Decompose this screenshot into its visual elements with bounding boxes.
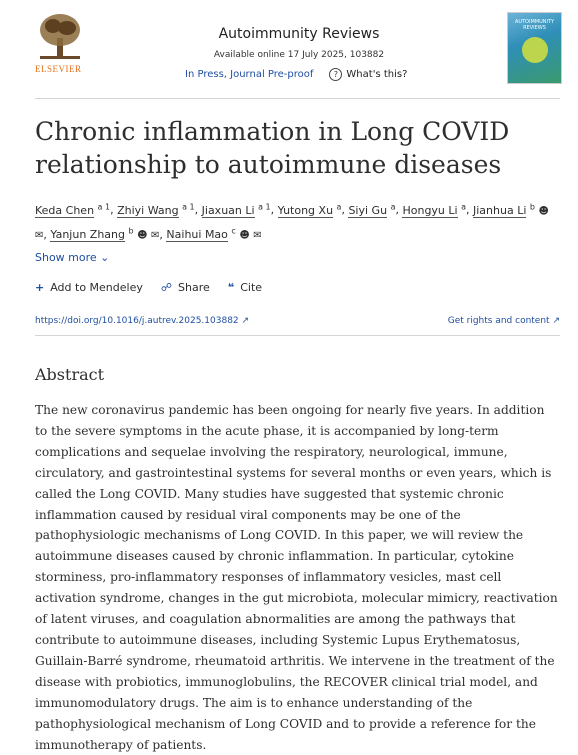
quote-icon: ❝ xyxy=(227,281,235,294)
author-7[interactable]: Jianhua Li $^b$ ☻ ✉ xyxy=(35,202,549,242)
divider xyxy=(35,98,560,99)
author-1[interactable]: Keda Chen $^{a 1}$ xyxy=(35,202,111,217)
show-more-button[interactable]: Show more ⌄ xyxy=(35,251,110,264)
email-icon[interactable]: ✉ xyxy=(35,230,44,242)
availability-date: Available online 17 July 2025, 103882 xyxy=(213,50,385,60)
status-row xyxy=(185,68,425,81)
plus-icon: + xyxy=(35,281,45,294)
email-icon[interactable]: ✉ xyxy=(253,230,262,242)
abstract-text: The new coronavirus pandemic has been ongoing for nearly five years. In addition to the severe symptoms in the acute phase, it is accompanied by long-term complications and sequelae involving the respiratory, neurological, immune, circulatory, and gastrointestinal systems for several months or even years, which is called the Long COVID. Many studies have suggested that systemic chronic inflammation caused by residual viral components may be one of the pathophysiologic mechanisms of Long COVID. In this paper, we will review the autoimmune diseases caused by chronic inflammation. In particular, cytokine storminess, pro-inflammatory responses of inflammatory vesicles, mast cell activation syndrome, changes in the gut microbiota, molecular mimicry, reactivation of latent viruses, and coagulation abnormalities are among the pathways that contribute to autoimmune diseases, including Systemic Lupus Erythematosus, Guillain-Barré syndrome, rheumatoid arthritis. We intervene in the treatment of the disease with probiotics, immunoglobulins, the RECOVER clinical trial model, and immunomodulatory drugs. The aim is to enhance understanding of the pathophysiological mechanism of Long COVID and to provide a reference for the immunotherapy of patients. xyxy=(35,403,558,752)
person-icon: ☻ xyxy=(137,230,148,242)
status-link[interactable]: In Press, Journal Pre-proof xyxy=(185,69,314,80)
cover-graphic xyxy=(522,37,548,63)
cite-button[interactable]: ❝ Cite xyxy=(227,281,263,294)
abstract-heading: Abstract xyxy=(35,365,105,384)
elsevier-logo[interactable] xyxy=(35,10,85,70)
person-icon: ☻ xyxy=(538,205,549,217)
share-button[interactable]: ☍ Share xyxy=(160,281,210,294)
author-2[interactable]: Zhiyi Wang $^{a 1}$ xyxy=(117,202,195,217)
author-4[interactable]: Yutong Xu $^a$ xyxy=(277,202,342,217)
publisher-name: ELSEVIER xyxy=(35,64,82,74)
author-list: Keda Chen $^{a 1}$, Zhiyi Wang $^{a 1}$, Jiaxuan Li $^{a 1}$, Yutong Xu $^a$, Siyi Gu $^a$, Hongyu Li $^a$, Jianhua Li $^b$ ☻ ✉, Yanjun Zhang $^b$ ☻ ✉, Naihui Mao $^c$ ☻ ✉ xyxy=(35,202,549,242)
whats-this-link[interactable]: ? What's this? xyxy=(329,68,407,81)
share-icon: ☍ xyxy=(160,281,173,294)
rights-link[interactable]: Get rights and content ↗ xyxy=(447,316,560,326)
author-9[interactable]: Naihui Mao $^c$ ☻ ✉ xyxy=(166,226,262,242)
doi-row xyxy=(35,316,560,326)
author-5[interactable]: Siyi Gu $^a$ xyxy=(348,202,396,217)
person-icon: ☻ xyxy=(239,230,250,242)
journal-cover[interactable] xyxy=(507,12,562,84)
author-8[interactable]: Yanjun Zhang $^b$ ☻ ✉ xyxy=(50,226,160,242)
cover-title: AUTOIMMUNITY REVIEWS xyxy=(514,19,555,31)
email-icon[interactable]: ✉ xyxy=(151,230,160,242)
journal-title[interactable]: Autoimmunity Reviews xyxy=(218,26,380,42)
add-to-mendeley-button[interactable]: + Add to Mendeley xyxy=(35,281,143,294)
question-icon: ? xyxy=(329,68,342,81)
author-6[interactable]: Hongyu Li $^a$ xyxy=(402,202,466,217)
doi-link[interactable]: https://doi.org/10.1016/j.autrev.2025.103882 ↗ xyxy=(35,316,250,326)
article-header xyxy=(35,10,560,98)
article-title: Chronic inflammation in Long COVID relationship to autoimmune diseases xyxy=(35,117,510,179)
divider xyxy=(35,335,560,336)
author-3[interactable]: Jiaxuan Li $^{a 1}$ xyxy=(201,202,271,217)
action-bar xyxy=(35,281,262,294)
chevron-down-icon: ⌄ xyxy=(100,251,110,264)
